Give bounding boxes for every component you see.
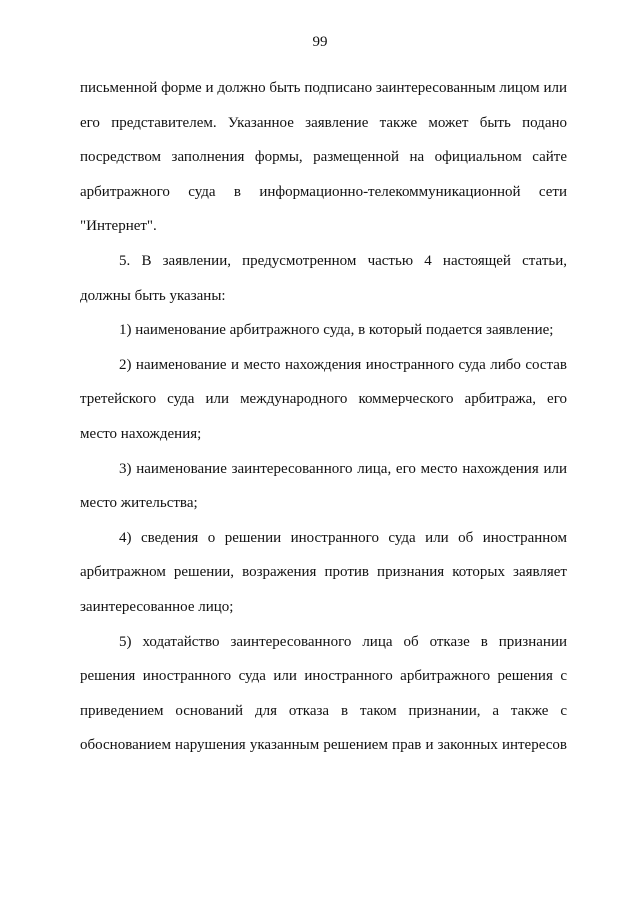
text-line: решения иностранного суда или иностранного арбитражного решения с <box>80 668 567 685</box>
text-line: письменной форме и должно быть подписано заинтересованным лицом или <box>80 80 567 96</box>
text-line: арбитражном решении, возражения против признания которых заявляет <box>80 564 567 581</box>
text-line: "Интернет". <box>80 218 157 235</box>
text-line: посредством заполнения формы, размещенной на официальном сайте <box>80 149 567 166</box>
list-item-2-first-line: 2) наименование и место нахождения иностранного суда либо состав <box>119 356 567 373</box>
text-line: место жительства; <box>80 495 198 512</box>
list-item-5-first-line: 5) ходатайство заинтересованного лица об отказе в признании <box>119 633 567 650</box>
list-item-1: 1) наименование арбитражного суда, в который подается заявление; <box>119 322 554 339</box>
text-line: арбитражного суда в информационно-телекоммуникационной сети <box>80 183 567 200</box>
text-line: место нахождения; <box>80 425 202 442</box>
text-line: должны быть указаны: <box>80 287 226 304</box>
text-line: заинтересованное лицо; <box>80 598 234 615</box>
list-item-4-first-line: 4) сведения о решении иностранного суда или об иностранном <box>119 529 567 546</box>
page-number: 99 <box>312 34 328 50</box>
paragraph-5-first-line: 5. В заявлении, предусмотренном частью 4 настоящей статьи, <box>119 252 567 269</box>
text-line: третейского суда или международного коммерческого арбитража, его <box>80 391 567 408</box>
text-line: его представителем. Указанное заявление также может быть подано <box>80 114 567 131</box>
list-item-3-first-line: 3) наименование заинтересованного лица, его место нахождения или <box>119 460 567 477</box>
document-body <box>80 71 567 763</box>
text-line: приведением оснований для отказа в таком признании, а также с <box>80 702 567 719</box>
text-line: обоснованием нарушения указанным решением прав и законных интересов <box>80 737 567 754</box>
